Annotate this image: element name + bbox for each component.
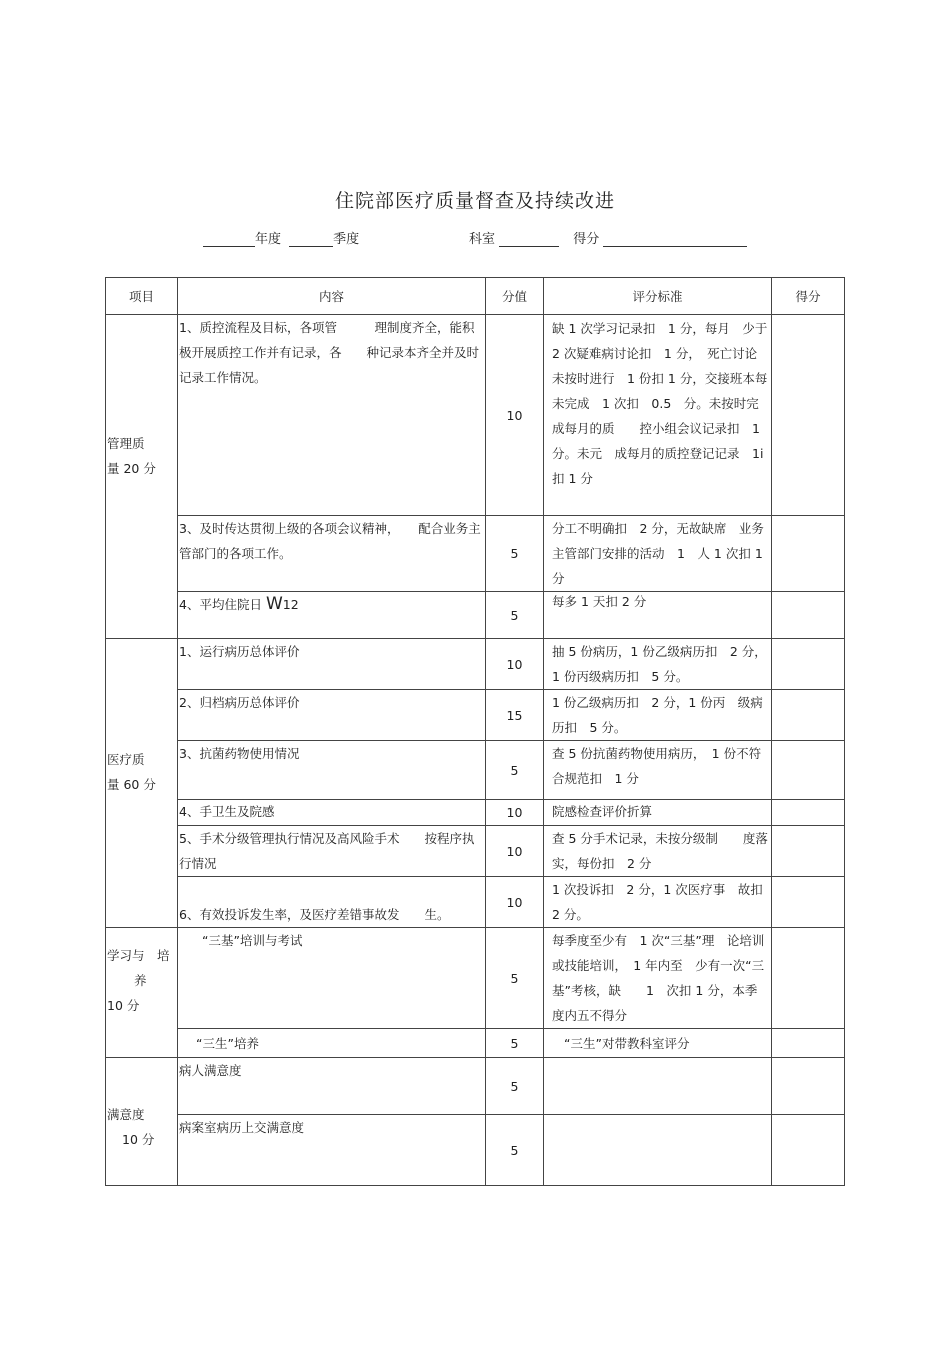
content-mark: W [265, 594, 283, 614]
points-cell: 5 [486, 1058, 544, 1115]
table-row [106, 516, 845, 592]
header-got: 得分 [772, 278, 845, 315]
score-input-cell[interactable] [772, 741, 845, 800]
score-input-cell[interactable] [772, 690, 845, 741]
content-cell: 3、及时传达贯彻上级的各项会议精神， 配合业务主管部门的各项工作。 [178, 516, 486, 592]
season-blank[interactable] [289, 232, 333, 247]
score-input-cell[interactable] [772, 592, 845, 639]
year-label: 年度 [255, 232, 282, 247]
content-cell: 病案室病历上交满意度 [178, 1115, 486, 1186]
table-row [106, 877, 845, 928]
points-cell: 5 [486, 1115, 544, 1186]
points-cell: 10 [486, 877, 544, 928]
dept-blank[interactable] [499, 232, 559, 247]
header-content: 内容 [178, 278, 486, 315]
points-cell: 5 [486, 1029, 544, 1058]
header-meta [203, 228, 359, 247]
score-input-cell[interactable] [772, 315, 845, 516]
criteria-cell: 查 5 份抗菌药物使用病历， 1 份不符合规范扣 1 分 [544, 741, 772, 800]
criteria-cell [544, 1115, 772, 1186]
points-cell: 5 [486, 741, 544, 800]
category-satisfaction [106, 1058, 178, 1186]
points-cell: 5 [486, 928, 544, 1029]
category-label-line: 养 [134, 973, 147, 988]
criteria-cell: 每多 1 天扣 2 分 [544, 592, 772, 639]
content-cell: “三基”培训与考试 [178, 928, 486, 1029]
table-row [106, 639, 845, 690]
table-row [106, 826, 845, 877]
category-label-line: 量 20 分 [107, 460, 156, 476]
table-row [106, 741, 845, 800]
score-input-cell[interactable] [772, 928, 845, 1029]
dept-label: 科室 [469, 232, 496, 247]
score-input-cell[interactable] [772, 1115, 845, 1186]
criteria-cell: 抽 5 份病历，1 份乙级病历扣 2 分，1 份丙级病历扣 5 分。 [544, 639, 772, 690]
points-cell: 5 [486, 516, 544, 592]
season-label: 季度 [333, 232, 360, 247]
table-header-row [106, 278, 845, 315]
table-row [106, 928, 845, 1029]
criteria-cell: 查 5 分手术记录，未按分级制 度落实，每份扣 2 分 [544, 826, 772, 877]
page-title: 住院部医疗质量督查及持续改进 [334, 190, 615, 212]
table-row [106, 315, 845, 516]
content-prefix: 4、平均住院日 [179, 597, 266, 612]
points-cell: 10 [486, 826, 544, 877]
table-row [106, 1115, 845, 1186]
category-label-line: 量 60 分 [107, 777, 156, 792]
score-input-cell[interactable] [772, 516, 845, 592]
category-label-line: 10 分 [122, 1131, 155, 1147]
score-input-cell[interactable] [772, 1029, 845, 1058]
points-cell: 10 [486, 639, 544, 690]
content-cell: 4、手卫生及院感 [178, 800, 486, 826]
content-suffix: 12 [282, 597, 299, 612]
category-management [106, 315, 178, 639]
evaluation-table [105, 277, 845, 1186]
category-label-line: 10 分 [107, 998, 140, 1013]
criteria-cell [544, 1058, 772, 1115]
table-row [106, 1029, 845, 1058]
year-blank[interactable] [203, 232, 255, 247]
category-label-line: 医疗质 [107, 752, 145, 767]
criteria-cell: 缺 1 次学习记录扣 1 分，每月 少于 2 次疑难病讨论扣 1 分， 死亡讨论未按时进行 1 份扣 1 分，交接班本每未完成 1 次扣 0.5 分。未按时完成每月的质 控小组会议记录扣 1 分。未元 成每月的质控登记记录 1i 扣 1 分 [544, 315, 772, 516]
category-study [106, 928, 178, 1058]
dept-meta [469, 228, 747, 247]
content-cell: 1、运行病历总体评价 [178, 639, 486, 690]
table-row [106, 592, 845, 639]
header-points: 分值 [486, 278, 544, 315]
content-cell [178, 592, 486, 639]
content-cell: 5、手术分级管理执行情况及高风险手术 按程序执行情况 [178, 826, 486, 877]
category-label-line: 学习与 培 [107, 948, 170, 963]
content-cell: 1、质控流程及目标，各项管 理制度齐全，能积极开展质控工作并有记录，各 种记录本齐全并及时记录工作情况。 [178, 315, 486, 516]
table-row [106, 800, 845, 826]
score-input-cell[interactable] [772, 826, 845, 877]
points-cell: 15 [486, 690, 544, 741]
table-row [106, 1058, 845, 1115]
score-input-cell[interactable] [772, 877, 845, 928]
content-cell: “三生”培养 [178, 1029, 486, 1058]
criteria-cell: 每季度至少有 1 次“三基”理 论培训或技能培训， 1 年内至 少有一次“三基”考核，缺 1 次扣 1 分，本季度内五不得分 [544, 928, 772, 1029]
criteria-cell: 分工不明确扣 2 分，无故缺席 业务主管部门安排的活动 1 人 1 次扣 1 分 [544, 516, 772, 592]
score-input-cell[interactable] [772, 800, 845, 826]
category-medical [106, 639, 178, 928]
criteria-cell: 院感检查评价折算 [544, 800, 772, 826]
content-cell: 6、有效投诉发生率，及医疗差错事故发 生。 [178, 877, 486, 928]
content-cell: 病人满意度 [178, 1058, 486, 1115]
criteria-cell: “三生”对带教科室评分 [544, 1029, 772, 1058]
score-label: 得分 [573, 232, 600, 247]
criteria-cell: 1 份乙级病历扣 2 分，1 份丙 级病历扣 5 分。 [544, 690, 772, 741]
category-label-line: 管理质 [107, 435, 145, 451]
content-cell: 2、归档病历总体评价 [178, 690, 486, 741]
points-cell: 5 [486, 592, 544, 639]
header-item: 项目 [106, 278, 178, 315]
header-criteria: 评分标准 [544, 278, 772, 315]
points-cell: 10 [486, 315, 544, 516]
table-row [106, 690, 845, 741]
criteria-cell: 1 次投诉扣 2 分，1 次医疗事 故扣 2 分。 [544, 877, 772, 928]
score-input-cell[interactable] [772, 1058, 845, 1115]
points-cell: 10 [486, 800, 544, 826]
score-blank[interactable] [603, 232, 747, 247]
category-label-line: 满意度 [107, 1106, 145, 1122]
content-cell: 3、抗菌药物使用情况 [178, 741, 486, 800]
score-input-cell[interactable] [772, 639, 845, 690]
